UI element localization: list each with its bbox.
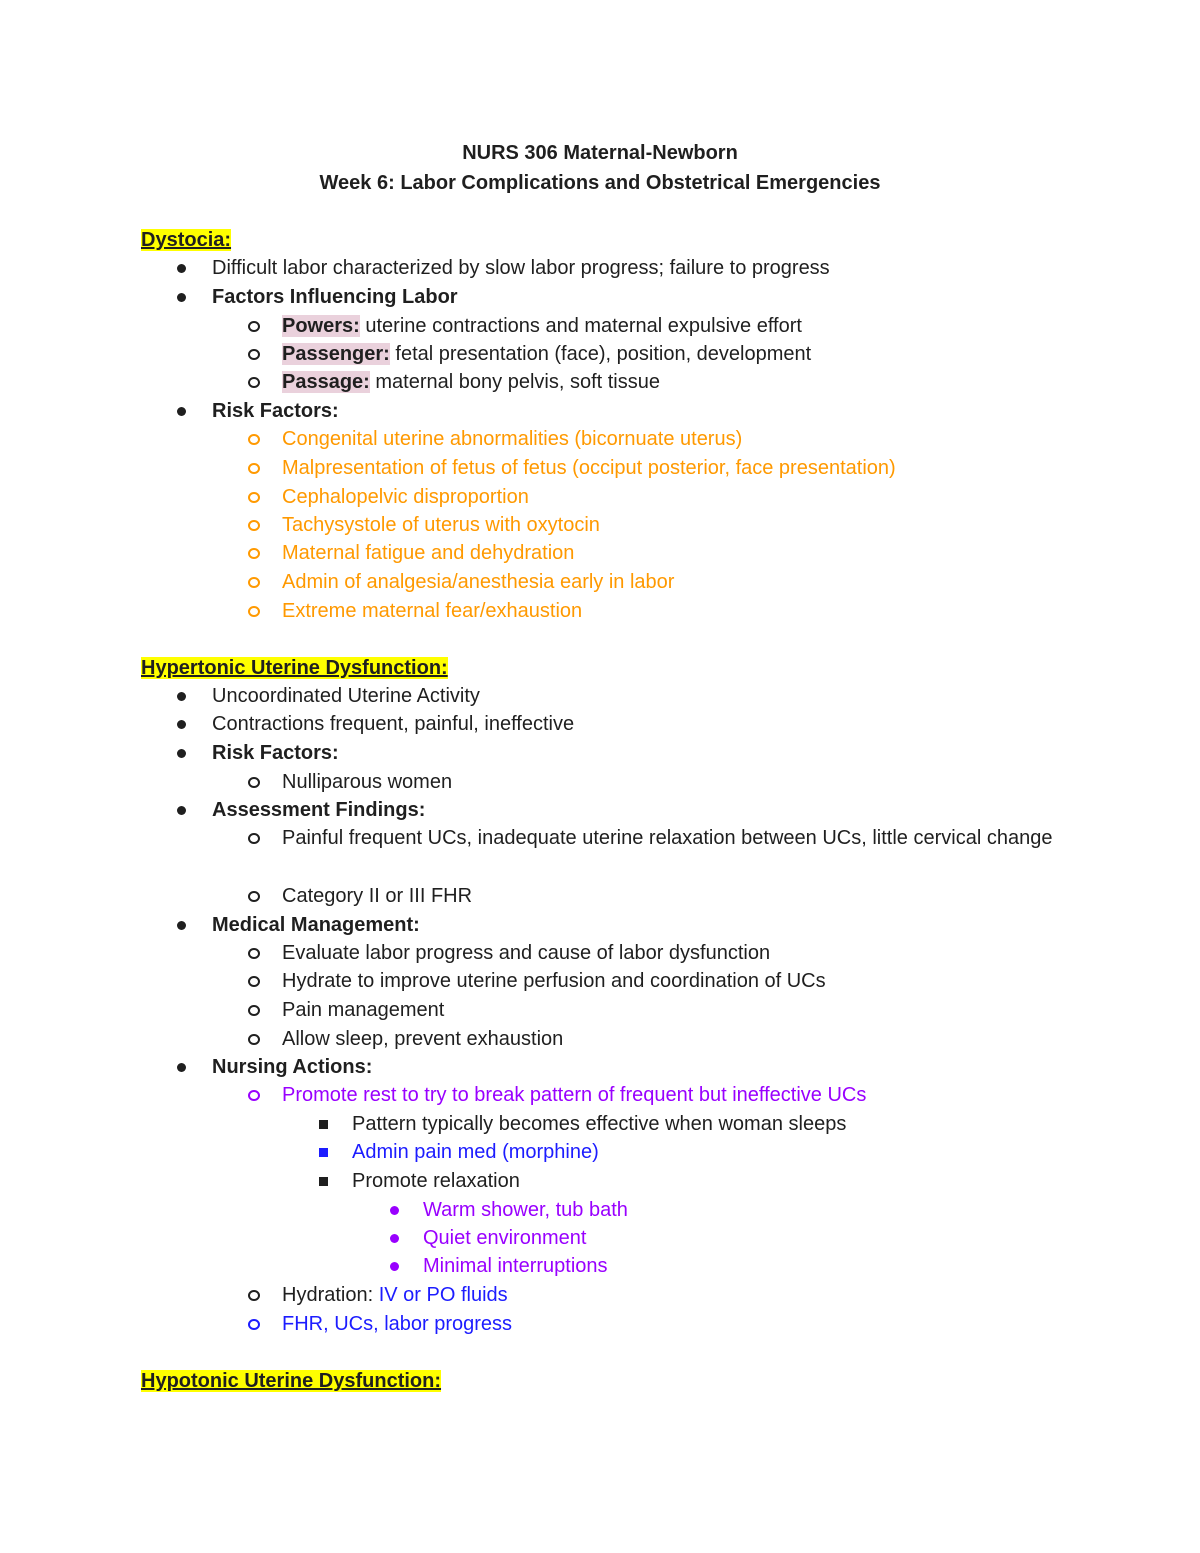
bullet-icon xyxy=(172,798,190,822)
square-bullet-icon xyxy=(314,1112,332,1136)
factors-label: Factors Influencing Labor xyxy=(212,286,458,308)
nursing-rest: Promote rest to try to break pattern of frequent but ineffective UCs xyxy=(282,1084,867,1106)
nursing-monitor: FHR, UCs, labor progress xyxy=(282,1313,513,1335)
bullet-icon xyxy=(172,399,190,423)
circle-bullet-icon xyxy=(245,456,263,480)
circle-bullet-icon xyxy=(245,1283,263,1307)
nursing-sub-item: Admin pain med (morphine) xyxy=(352,1141,599,1163)
circle-bullet-icon xyxy=(245,513,263,537)
nursing-hydration: Hydration: IV or PO fluids xyxy=(282,1284,508,1306)
bullet-icon xyxy=(172,285,190,309)
circle-bullet-icon xyxy=(245,941,263,965)
hypertonic-risk-label: Risk Factors: xyxy=(212,742,339,764)
risk-factor-item: Cephalopelvic disproportion xyxy=(282,486,529,508)
circle-bullet-icon xyxy=(245,427,263,451)
risk-factor-item: Tachysystole of uterus with oxytocin xyxy=(282,514,600,536)
risk-factor-item: Maternal fatigue and dehydration xyxy=(282,542,575,564)
assessment-label: Assessment Findings: xyxy=(212,799,426,821)
circle-bullet-icon xyxy=(245,826,263,850)
circle-bullet-icon xyxy=(245,570,263,594)
bullet-icon xyxy=(172,712,190,736)
relax-item: Warm shower, tub bath xyxy=(423,1199,628,1221)
course-title: NURS 306 Maternal-Newborn xyxy=(462,142,738,164)
risk-factor-item: Extreme maternal fear/exhaustion xyxy=(282,600,583,622)
circle-bullet-icon xyxy=(245,969,263,993)
circle-bullet-icon xyxy=(245,599,263,623)
circle-bullet-icon xyxy=(245,884,263,908)
factor-passage: Passage: maternal bony pelvis, soft tissue xyxy=(282,371,660,393)
circle-bullet-icon xyxy=(245,1312,263,1336)
bullet-icon xyxy=(172,913,190,937)
bullet-icon xyxy=(172,684,190,708)
factor-powers: Powers: uterine contractions and maternal expulsive effort xyxy=(282,315,802,337)
assessment-item: Category II or III FHR xyxy=(282,885,473,907)
circle-bullet-icon xyxy=(245,998,263,1022)
hypertonic-heading: Hypertonic Uterine Dysfunction: xyxy=(141,657,448,679)
circle-bullet-icon xyxy=(245,370,263,394)
factor-passenger: Passenger: fetal presentation (face), position, development xyxy=(282,343,812,365)
nursing-sub-item: Pattern typically becomes effective when woman sleeps xyxy=(352,1113,847,1135)
circle-bullet-icon xyxy=(245,342,263,366)
hypertonic-item: Contractions frequent, painful, ineffective xyxy=(212,713,575,735)
nursing-label: Nursing Actions: xyxy=(212,1056,373,1078)
bullet-icon xyxy=(385,1198,403,1222)
medical-item: Allow sleep, prevent exhaustion xyxy=(282,1028,564,1050)
risk-factors-label: Risk Factors: xyxy=(212,400,339,422)
bullet-icon xyxy=(385,1226,403,1250)
circle-bullet-icon xyxy=(245,770,263,794)
assessment-item: Painful frequent UCs, inadequate uterine relaxation between UCs, little cervical change xyxy=(282,827,1053,849)
week-title: Week 6: Labor Complications and Obstetrical Emergencies xyxy=(319,172,881,194)
risk-factor-item: Malpresentation of fetus of fetus (occiput posterior, face presentation) xyxy=(282,457,896,479)
bullet-icon xyxy=(172,741,190,765)
dystocia-definition: Difficult labor characterized by slow labor progress; failure to progress xyxy=(212,257,830,279)
relax-item: Quiet environment xyxy=(423,1227,587,1249)
bullet-icon xyxy=(172,1055,190,1079)
risk-factor-item: Admin of analgesia/anesthesia early in labor xyxy=(282,571,675,593)
dystocia-heading: Dystocia: xyxy=(141,229,232,251)
hypertonic-item: Uncoordinated Uterine Activity xyxy=(212,685,480,707)
hypertonic-risk-item: Nulliparous women xyxy=(282,771,453,793)
circle-bullet-icon xyxy=(245,314,263,338)
medical-item: Pain management xyxy=(282,999,445,1021)
nursing-sub-item: Promote relaxation xyxy=(352,1170,520,1192)
risk-factor-item: Congenital uterine abnormalities (bicornuate uterus) xyxy=(282,428,743,450)
square-bullet-icon xyxy=(314,1169,332,1193)
medical-label: Medical Management: xyxy=(212,914,420,936)
circle-bullet-icon xyxy=(245,541,263,565)
bullet-icon xyxy=(385,1254,403,1278)
medical-item: Evaluate labor progress and cause of labor dysfunction xyxy=(282,942,771,964)
relax-item: Minimal interruptions xyxy=(423,1255,608,1277)
circle-bullet-icon xyxy=(245,485,263,509)
circle-bullet-icon xyxy=(245,1083,263,1107)
medical-item: Hydrate to improve uterine perfusion and coordination of UCs xyxy=(282,970,826,992)
hypotonic-heading: Hypotonic Uterine Dysfunction: xyxy=(141,1370,442,1392)
circle-bullet-icon xyxy=(245,1027,263,1051)
bullet-icon xyxy=(172,256,190,280)
square-bullet-icon xyxy=(314,1140,332,1164)
